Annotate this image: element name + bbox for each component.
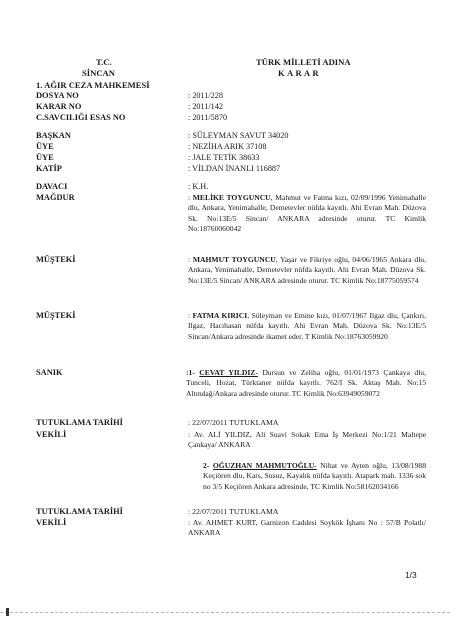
- header-tc: T.C.: [96, 57, 112, 67]
- musteki1-label: MÜŞTEKİ: [36, 255, 76, 264]
- davaci-label: DAVACI: [36, 182, 68, 191]
- sanik2-name: OĞUZHAN MAHMUTOĞLU-: [212, 461, 317, 470]
- sanik1-vekil-label: VEKİLİ: [36, 430, 67, 439]
- sanik2-tutuklama-value: : 22/07/2011 TUTUKLAMA: [188, 507, 279, 516]
- baskan-label: BAŞKAN: [36, 131, 71, 140]
- uye2-label: ÜYE: [36, 153, 54, 162]
- scan-edge-mark: [6, 608, 9, 616]
- karar-no-value: : 2011/142: [188, 102, 223, 111]
- header-karar: K A R A R: [278, 68, 319, 78]
- scan-fold-line: [0, 612, 450, 613]
- musteki1-details: : MAHMUT TOYGUNCU, Yaşar ve Fikriye oğlu, 04/06/1965 Ankara dlu, Ankara, Yenimahalle, Demetevler nüfda kayıtlı. Ahi Evran Mah. Düzova Sk. No:13E/5 Sincan/ ANKARA adresinde oturur. TC Kimlik No:18775059574: [188, 255, 426, 285]
- page-number: 1/3: [405, 570, 417, 580]
- musteki1-name: MAHMUT TOYGUNCU: [192, 255, 276, 264]
- uye1-label: ÜYE: [36, 142, 54, 151]
- sanik1-vekil-value: : Av. ALİ YILDIZ, Ali Suavi Sokak Ema İş Merkezi No:1/21 Maltepe Çankaya/ ANKARA: [188, 430, 426, 450]
- magdur-label: MAĞDUR: [36, 193, 75, 202]
- savcilik-esas-label: C.SAVCILIĞI ESAS NO: [36, 113, 126, 122]
- uye2-value: : JALE TETİK 38633: [188, 153, 260, 162]
- sanik1-name: CEVAT YILDIZ-: [199, 368, 258, 377]
- header-court-name: 1. AĞIR CEZA MAHKEMESİ: [36, 80, 150, 90]
- katip-value: : VİLDAN İNANLI 116887: [188, 164, 281, 173]
- karar-no-label: KARAR NO: [36, 102, 82, 111]
- dosya-no-value: : 2011/228: [188, 91, 223, 100]
- sanik1-tutuklama-label: TUTUKLAMA TARİHİ: [36, 418, 123, 427]
- davaci-value: : K.H.: [188, 182, 209, 191]
- sanik2-tutuklama-label: TUTUKLAMA TARİHİ: [36, 507, 123, 516]
- sanik2-vekil-label: VEKİLİ: [36, 518, 67, 527]
- baskan-value: : SÜLEYMAN SAVUT 34020: [188, 131, 289, 140]
- sanik1-tutuklama-value: : 22/07/2011 TUTUKLAMA: [188, 418, 279, 427]
- sanik-label: SANIK: [36, 368, 63, 377]
- musteki2-label: MÜŞTEKİ: [36, 311, 76, 320]
- sanik1-details: :1- CEVAT YILDIZ- Dursun ve Zeliha oğlu, 01/01/1973 Çankaya dlu, Tunceli, Hozat, Türktaner nüfda kayıtlı. 762/I Sk. Aktaş Mah. No:15 Altındağ/Ankara adresinde oturur. TC Kimlik No:63949059072: [186, 368, 426, 398]
- header-sincan: SİNCAN: [82, 68, 115, 78]
- uye1-value: : NEZİHA ARIK 37108: [188, 142, 267, 151]
- magdur-details: : MELİKE TOYGUNCU, Mahmut ve Fatma kızı, 02/09/1996 Yenimahalle dlu, Ankara, Yenimahalle, Demetevler nüfda kayıtlı. Ahi Evran Mah. Düzova Sk. No:13E/5 Sincan/ ANKARA adresinde oturur. TC Kimlik No:18760060042: [188, 193, 426, 233]
- savcilik-esas-value: : 2011/5870: [188, 113, 228, 122]
- katip-label: KATİP: [36, 164, 62, 173]
- dosya-no-label: DOSYA NO: [36, 91, 79, 100]
- sanik2-details: 2- OĞUZHAN MAHMUTOĞLU- Nihat ve Ayten oğlu, 13/08/1988 Keçiören dlu, Kars, Susuz, Kayalık nüfda kayıtlı. Atapark mah. 1336 sok no 3/5 Keçiören Ankara adresinde, TC Kimlik No:58162034166: [203, 461, 426, 491]
- musteki2-name: FATMA KIRICI: [192, 311, 248, 320]
- sanik2-vekil-value: : Av. AHMET KURT, Garnizon Caddesi Soykök İşhanı No : 57/B Polatlı/ ANKARA: [188, 518, 426, 538]
- musteki2-details: : FATMA KIRICI, Süleyman ve Emine kızı, 01/07/1967 Ilgaz dlu, Çankırı, Ilgaz, Hacıhasan nüfda kayıtlı. Ahi Evran Mah. Düzova Sk. No:13E/5 Sincan/Ankara adresinde ikamet eder. T Kimlik No:18763059920: [188, 311, 426, 341]
- magdur-name: MELİKE TOYGUNCU: [192, 193, 271, 202]
- header-nation: TÜRK MİLLETİ ADINA: [256, 57, 351, 67]
